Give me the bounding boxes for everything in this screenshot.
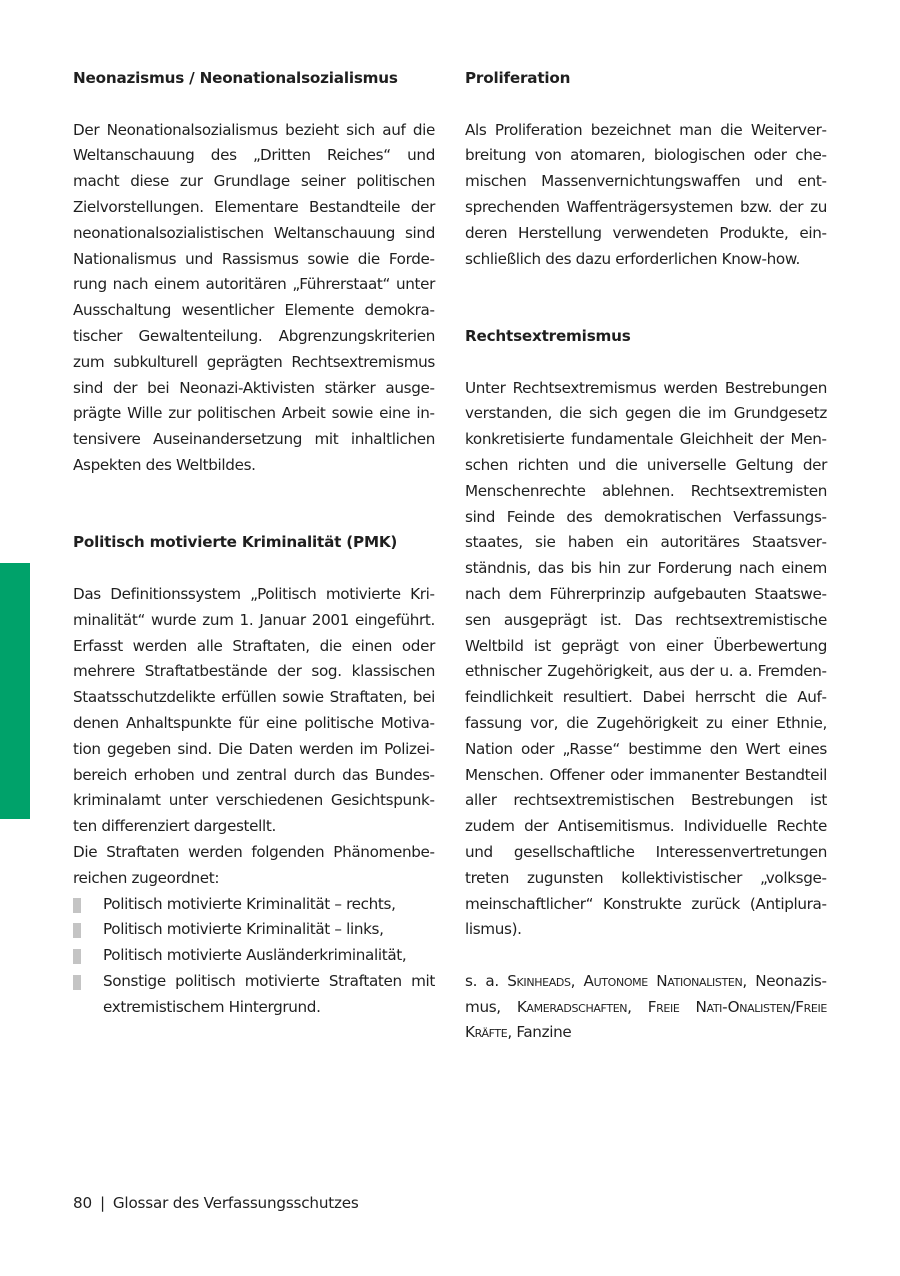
- square-bullet-icon: [73, 923, 81, 938]
- text-neonazismus: Der Neonationalsozialismus bezieht sich auf die Weltanschauung des „Dritten Reiches“ und macht diese zur Grundlage seiner politischen Zielvorstellungen. Elementare Bestandteile der neonationalsozialistischen Weltanschauung sind Nationalismus und Rassismus sowie die Forderung nach einem autoritären „Führerstaat“ unter Ausschaltung wesentlicher Elemente demokratischer Gewaltenteilung. Abgrenzungskriterien zum subkulturell geprägten Rechtsextremismus sind der bei Neonazi-Aktivisten stärker ausgeprägte Wille zur politischen Arbeit sowie eine intensivere Auseinandersetzung mit inhaltlichen Aspekten des Weltbildes.: [73, 120, 435, 474]
- right-column: [465, 66, 827, 1046]
- ref-fanzine[interactable]: Fanzine: [516, 1023, 572, 1042]
- chapter-marker-tab: [0, 563, 30, 819]
- text-proliferation: Als Proliferation bezeichnet man die Weiterverbreitung von atomaren, biologischen oder chemischen Massenvernichtungswaffen und entsprechenden Waffenträgersystemen bzw. der zu deren Herstellung verwendeten Produkte, einschließlich des dazu erforderlichen Know-how.: [465, 120, 827, 268]
- list-item: Politisch motivierte Kriminalität – rechts,: [73, 892, 435, 918]
- square-bullet-icon: [73, 898, 81, 913]
- left-column: [73, 66, 435, 1020]
- ref-freie-nationalisten[interactable]: Freie Nati-Onalisten/Freie Kräfte: [465, 997, 827, 1042]
- ref-kameradschaften[interactable]: Kameradschaften: [516, 997, 628, 1016]
- publication-title: Glossar des Verfassungsschutzes: [112, 1194, 359, 1212]
- list-item: Politisch motivierte Ausländerkriminalität,: [73, 943, 435, 969]
- footer-separator: |: [99, 1194, 105, 1212]
- heading-proliferation: Proliferation: [465, 69, 571, 87]
- page-footer: [73, 1192, 359, 1214]
- ref-skinheads[interactable]: Skinheads: [507, 971, 571, 990]
- square-bullet-icon: [73, 949, 81, 964]
- heading-neonazismus: Neonazismus / Neonationalsozialismus: [73, 69, 398, 87]
- heading-rechtsextremismus: Rechtsextremismus: [465, 326, 631, 345]
- list-item: Sonstige politisch motivierte Straftaten mit extremistischem Hintergrund.: [73, 969, 435, 1021]
- text-rechtsextremismus: Unter Rechtsextremismus werden Bestrebungen verstanden, die sich gegen die im Grundgesetz konkretisierte fundamentale Gleichheit der Menschen richten und die universelle Geltung der Menschenrechte ablehnen. Rechtsextremisten sind Feinde des demokratischen Verfassungsstaates, sie haben ein autoritäres Staatsverständnis, das bis hin zur Forderung nach einem nach dem Führerprinzip aufgebauten Staatswesen ausgeprägt ist. Das rechtsextremistische Weltbild ist geprägt von einer Überbewertung ethnischer Zugehörigkeit, aus der u. a. Fremdenfeindlichkeit resultiert. Dabei herrscht die Auffassung vor, die Zugehörigkeit zu einer Ethnie, Nation oder „Rasse“ bestimme den Wert eines Menschen. Offener oder immanenter Bestandteil aller rechtsextremistischen Bestrebungen ist zudem der Antisemitismus. Individuelle Rechte und gesellschaftliche Interessenvertretungen treten zugunsten kollektivistischer „volksgemeinschaftlicher“ Konstrukte zurück (Antipluralismus).: [465, 378, 827, 939]
- text-pmk-intro: Das Definitionssystem „Politisch motivierte Kriminalität“ wurde zum 1. Januar 2001 eingeführt. Erfasst werden alle Straftaten, die einen oder mehrere Straftatbestände der sog. klassischen Staatsschutzdelikte erfüllen sowie Straftaten, bei denen Anhaltspunkte für eine politische Motivation gegeben sind. Die Daten werden im Polizeibereich erhoben und zentral durch das Bundeskriminalamt unter verschiedenen Gesichtspunkten differenziert dargestellt.: [73, 584, 435, 836]
- page-number: 80: [73, 1194, 92, 1212]
- ref-neonazismus[interactable]: Neonazismus: [465, 971, 827, 1016]
- list-item: Politisch motivierte Kriminalität – links,: [73, 917, 435, 943]
- cross-references: s. a. Skinheads, Autonome Nationalisten, Neonazismus, Kameradschaften, Freie Nati-Onalisten/Freie Kräfte, Fanzine: [465, 971, 827, 1042]
- square-bullet-icon: [73, 975, 81, 990]
- ref-autonome-nationalisten[interactable]: Autonome Nationalisten: [583, 971, 743, 990]
- heading-pmk: Politisch motivierte Kriminalität (PMK): [73, 533, 398, 552]
- pmk-category-list: [73, 892, 435, 1021]
- text-pmk-assignment: Die Straftaten werden folgenden Phänomenbereichen zugeordnet:: [73, 842, 435, 887]
